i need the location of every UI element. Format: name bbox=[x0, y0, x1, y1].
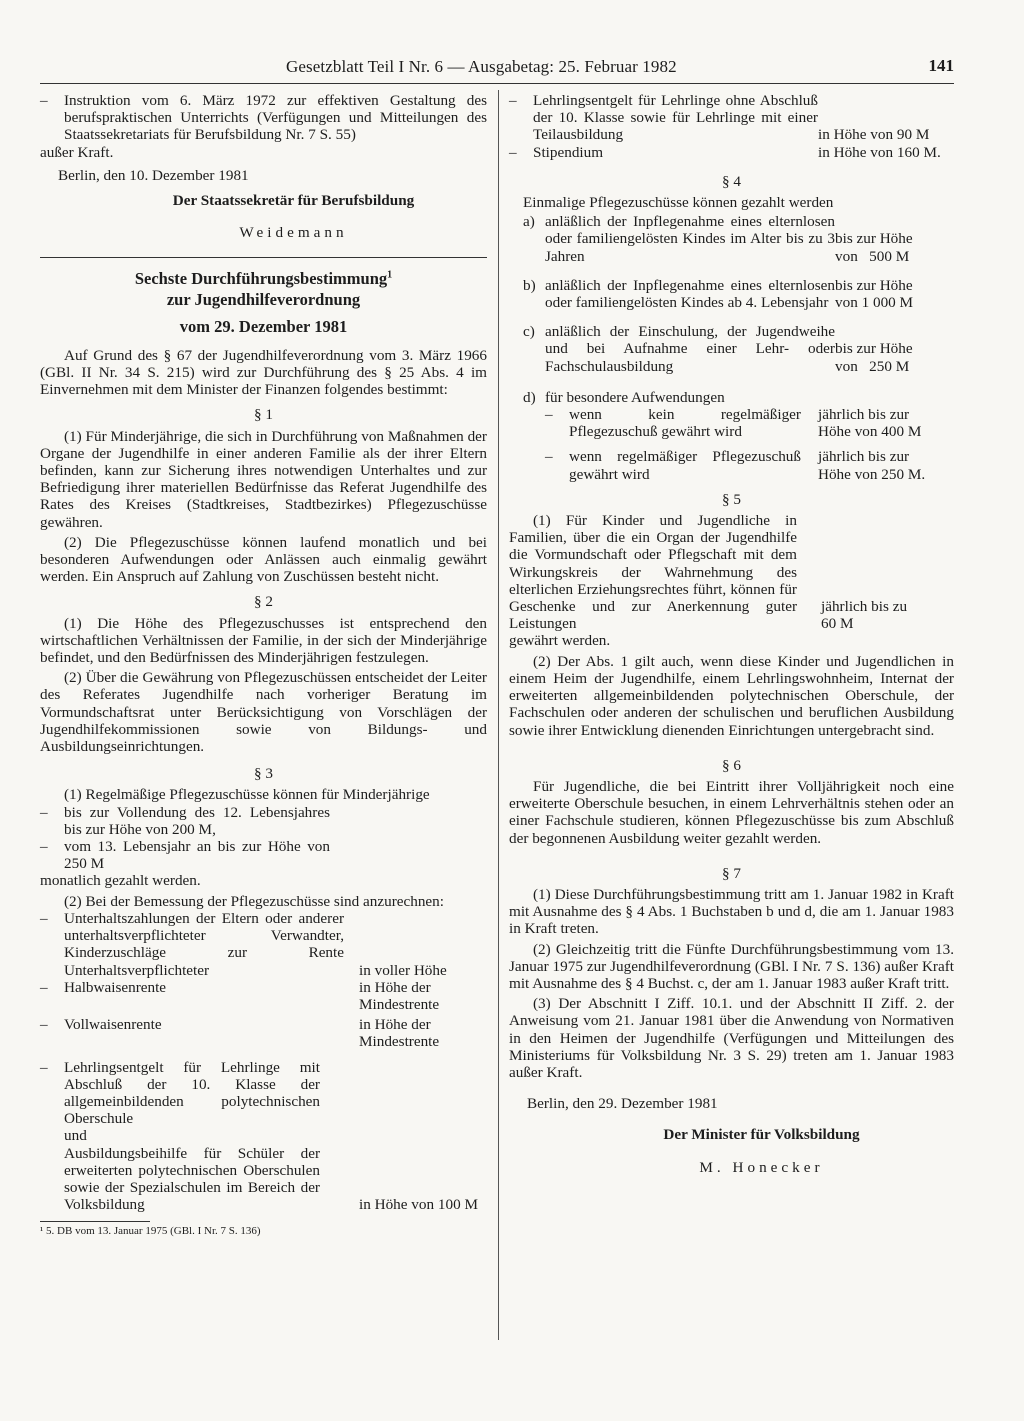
lettered-amount bbox=[818, 448, 954, 482]
lettered-d bbox=[509, 389, 954, 406]
income-row bbox=[40, 1059, 487, 1214]
amount-line-2: von 250 M bbox=[835, 357, 910, 375]
allowance-desc: – Stipendium bbox=[509, 144, 818, 161]
item-desc: anläßlich der Inpflegenahme eines elternlosen oder familiengelösten Kindes ab 4. Lebensjahr bbox=[545, 276, 835, 312]
amount-line-1: jährlich bis zu bbox=[821, 598, 908, 616]
amount-line-1: jährlich bis zur bbox=[818, 406, 910, 424]
section-4-heading: § 4 bbox=[722, 172, 741, 190]
amount-line-2: von 500 M bbox=[835, 247, 910, 265]
section-4-intro: Einmalige Pflegezuschüsse können gezahlt werden bbox=[523, 194, 834, 212]
preamble: Auf Grund des § 67 der Jugendhilfeverordnung vom 3. März 1966 (GBl. II Nr. 34 S. 215) wird zur Durchführung des § 25 Abs. 4 im Einvernehmen mit dem Minister der Finanzen folgendes bestimmt: bbox=[40, 346, 487, 399]
section-2-para-2: (2) Über die Gewährung von Pflegezuschüssen entscheidet der Leiter des Referates Jugendhilfe nach vorheriger Beratung im Vormundschaftsrat unter Berücksichtigung von Vorschlägen der Jugendhilfekommissionen sowie von Bildungs- und Ausbildungseinrichtungen. bbox=[40, 669, 487, 756]
document-date: vom 29. Dezember 1981 bbox=[179, 316, 348, 336]
income-list bbox=[40, 910, 487, 1213]
section-6-heading: § 6 bbox=[722, 756, 741, 774]
footnote-rule bbox=[40, 1221, 150, 1222]
income-desc: – Lehrlingsentgelt für Lehrlinge mit Abschluß der 10. Klasse der allgemeinbildenden polytechnischen Oberschule bbox=[40, 1059, 320, 1128]
signer-2-name: M. Honecker bbox=[699, 1158, 824, 1176]
section-7-heading: § 7 bbox=[722, 864, 741, 882]
income-amount: in Höhe von 100 M bbox=[359, 1196, 478, 1214]
section-7-para-1: (1) Diese Durchführungsbestimmung tritt am 1. Januar 1982 in Kraft mit Ausnahme des § 4 Abs. 1 Buchstaben b und d, die am 1. Januar 1983 in Kraft treten. bbox=[509, 885, 954, 938]
signer-1-name: Weidemann bbox=[239, 224, 348, 242]
lettered-row bbox=[509, 323, 954, 375]
section-7-para-3: (3) Der Abschnitt I Ziff. 10.1. und der Abschnitt II Ziff. 2. der Anweisung vom 21. Januar 1981 über die Anwendung von Normativen in den Heimen der Jugendhilfe (Verfügungen und Mitteilungen des Ministeriums für Volksbildung Nr. 3 S. 29) treten am 1. Januar 1983 außer Kraft. bbox=[509, 995, 954, 1081]
income-row bbox=[40, 1016, 487, 1050]
lettered-row bbox=[509, 213, 954, 265]
document-title-line-2: zur Jugendhilfeverordnung bbox=[166, 289, 361, 309]
section-1-heading: § 1 bbox=[254, 406, 273, 424]
section-5-para-2: (2) Der Abs. 1 gilt auch, wenn diese Kinder und Jugendlichen in einem Heim der Jugendhilfe, einem Lehrlingswohnheim, Internat der erweiterten allgemeinbildenden polytechnischen Oberschule, der Fachschulen oder anderen der schulischen und beruflichen Ausbildung sowie ihrer Entwicklung dienenden Einrichtungen untergebracht sind. bbox=[509, 652, 954, 739]
allowance-row bbox=[509, 92, 954, 144]
header-title: Gesetzblatt Teil I Nr. 6 — Ausgabetag: 25. Februar 1982 bbox=[286, 57, 677, 76]
allowance-amount: in Höhe von 90 M bbox=[818, 126, 930, 144]
left-column bbox=[40, 92, 487, 1238]
lettered-row bbox=[509, 277, 954, 311]
page-header bbox=[40, 57, 954, 81]
amount-line-1: bis zur Höhe bbox=[835, 276, 913, 294]
amount-line-2: Höhe von 400 M bbox=[818, 423, 922, 441]
income-amount: in voller Höhe bbox=[359, 961, 447, 979]
section-3-para-2: (2) Bei der Bemessung der Pflegezuschüsse sind anzurechnen: bbox=[64, 892, 444, 910]
income-desc: – Unterhaltszahlungen der Eltern oder anderer unterhaltsverpflichteter Verwandter, Kinderzuschläge zur Rente Unterhaltsverpflichteter bbox=[40, 910, 344, 979]
page-number: 141 bbox=[928, 56, 954, 75]
item-letter: a) bbox=[523, 213, 535, 231]
income-row bbox=[40, 910, 487, 979]
section-2-heading: § 2 bbox=[254, 593, 273, 611]
income-amount: in Höhe der Mindestrente bbox=[359, 1016, 440, 1051]
amount-line-1: jährlich bis zur bbox=[818, 448, 910, 466]
section-5-heading: § 5 bbox=[722, 490, 741, 508]
item-letter: d) bbox=[523, 388, 536, 406]
right-column bbox=[509, 92, 954, 1191]
item-d-desc: – wenn regelmäßiger Pflegezuschuß gewährt wird bbox=[545, 448, 801, 482]
repealed-item: – Instruktion vom 6. März 1972 zur effektiven Gestaltung des berufspraktischen Unterrichts (Verfügungen und Mitteilungen des Staatssekretariats für Berufsbildung Nr. 7 S. 55) bbox=[40, 92, 487, 144]
item-desc: anläßlich der Inpflegenahme eines elternlosen oder familiengelösten Kindes im Alter bis zu 3 Jahren bbox=[545, 213, 835, 265]
amount-line-1: bis zur Höhe bbox=[835, 340, 913, 358]
section-1-para-1: (1) Für Minderjährige, die sich in Durchführung von Maßnahmen der Organe der Jugendhilfe in einer anderen Familie als der ihrer Eltern befinden, kann zur Sicherung ihres notwendigen Unterhaltes und zur Befriedigung ihrer materiellen Bedürfnisse das Referat Jugendhilfe des Rates des Kreises (Stadtkreises, Stadtbezirkes) Pflegezuschüsse gewähren. bbox=[40, 427, 487, 531]
date-line-1: Berlin, den 10. Dezember 1981 bbox=[58, 166, 249, 184]
date-line-2: Berlin, den 29. Dezember 1981 bbox=[527, 1095, 718, 1113]
section-3-after: monatlich gezahlt werden. bbox=[40, 872, 201, 890]
list-item: – vom 13. Lebensjahr an bis zur Höhe von 250 M bbox=[40, 838, 330, 872]
amount-line-2: von 1 000 M bbox=[835, 294, 914, 312]
lettered-desc bbox=[509, 323, 835, 375]
lettered-amount bbox=[835, 230, 968, 264]
section-1-para-2: (2) Die Pflegezuschüsse können laufend monatlich und bei besonderen Aufwendungen oder Anlässen auch einmalig gewährt werden. Ein Anspruch auf Zahlung von Zuschüssen besteht nicht. bbox=[40, 533, 487, 586]
lettered-amount bbox=[835, 340, 968, 374]
section-5-amount bbox=[821, 598, 954, 632]
income-desc: – Vollwaisenrente bbox=[40, 1016, 344, 1033]
document-title bbox=[40, 268, 487, 310]
section-6-para: Für Jugendliche, die bei Eintritt ihrer Volljährigkeit noch eine erweiterte Oberschule besuchen, in einem Lehrverhältnis stehen oder an einer Fachschule studieren, können Pflegezuschüsse bis zum Abschluß der begonnenen Ausbildung weiter gezahlt werden. bbox=[509, 777, 954, 847]
income-conjunction: und bbox=[64, 1127, 87, 1145]
allowance-amount: in Höhe von 160 M. bbox=[818, 143, 941, 161]
income-amount: in Höhe der Mindestrente bbox=[359, 978, 440, 1013]
repealed-after: außer Kraft. bbox=[40, 143, 114, 161]
signer-2-title: Der Minister für Volksbildung bbox=[663, 1126, 860, 1144]
section-3-heading: § 3 bbox=[254, 765, 273, 783]
signer-1-title: Der Staatssekretär für Berufsbildung bbox=[172, 192, 415, 210]
section-rule bbox=[40, 257, 487, 258]
footnote-marker: 1 bbox=[387, 269, 393, 281]
header-rule bbox=[40, 83, 954, 84]
item-desc: anläßlich der Einschulung, der Jugendweihe und bei Aufnahme einer Lehr- oder Fachschulausbildung bbox=[545, 323, 835, 375]
list-item: – bis zur Vollendung des 12. Lebensjahres bis zur Höhe von 200 M, bbox=[40, 804, 330, 838]
item-d-desc: – wenn kein regelmäßiger Pflegezuschuß gewährt wird bbox=[545, 406, 801, 440]
amount-line-1: bis zur Höhe bbox=[835, 230, 913, 248]
item-letter: b) bbox=[523, 276, 536, 294]
amount-line-2: 60 M bbox=[821, 615, 854, 633]
income-desc-group bbox=[40, 1059, 320, 1214]
income-row bbox=[40, 979, 487, 1013]
lettered-desc bbox=[509, 277, 835, 311]
lettered-amount bbox=[818, 406, 954, 440]
amount-line-2: Höhe von 250 M. bbox=[818, 465, 926, 483]
allowance-row bbox=[509, 144, 954, 161]
section-5-after: gewährt werden. bbox=[509, 632, 611, 650]
section-5-para-1: (1) Für Kinder und Jugendliche in Familien, über die ein Organ der Jugendhilfe die Vormundschaft oder Pflegschaft mit dem Wirkungskreis der Wahrnehmung des elterlichen Erziehungsrechtes führt, können für Geschenke und zur Anerkennung guter Leistungen bbox=[509, 512, 797, 633]
item-d-intro: für besondere Aufwendungen bbox=[545, 388, 725, 406]
section-7-para-2: (2) Gleichzeitig tritt die Fünfte Durchführungsbestimmung vom 13. Januar 1975 zur Jugendhilfeverordnung (GBl. I Nr. 7 S. 136) außer Kraft mit Ausnahme des § 4 Buchst. c, der am 1. Januar 1983 außer Kraft tritt. bbox=[509, 940, 954, 992]
section-5-row bbox=[509, 512, 954, 632]
lettered-desc bbox=[509, 213, 835, 265]
lettered-amount bbox=[835, 277, 968, 311]
income-desc-2: Ausbildungsbeihilfe für Schüler der erweiterten polytechnischen Oberschulen sowie der Spezialschulen im Bereich der Volksbildung bbox=[64, 1144, 320, 1214]
section-3-para-1: (1) Regelmäßige Pflegezuschüsse können für Minderjährige bbox=[64, 786, 430, 804]
section-3-list bbox=[40, 804, 330, 873]
item-letter: c) bbox=[523, 323, 535, 341]
income-desc: – Halbwaisenrente bbox=[40, 979, 344, 996]
lettered-d-row bbox=[509, 406, 954, 440]
footnote: ¹ 5. DB vom 13. Januar 1975 (GBl. I Nr. 7 S. 136) bbox=[40, 1225, 261, 1238]
section-2-para-1: (1) Die Höhe des Pflegezuschusses ist entsprechend den wirtschaftlichen Verhältnissen der Familie, in der sich der Minderjährige befindet, und den Bedürfnissen des Minderjährigen festzulegen. bbox=[40, 614, 487, 667]
document-title-line-1: Sechste Durchführungsbestimmung bbox=[134, 268, 388, 288]
column-divider bbox=[498, 90, 499, 1340]
allowance-desc: – Lehrlingsentgelt für Lehrlinge ohne Abschluß der 10. Klasse sowie für Lehrlinge mit einer Teilausbildung bbox=[509, 92, 818, 144]
lettered-d-row bbox=[509, 448, 954, 482]
